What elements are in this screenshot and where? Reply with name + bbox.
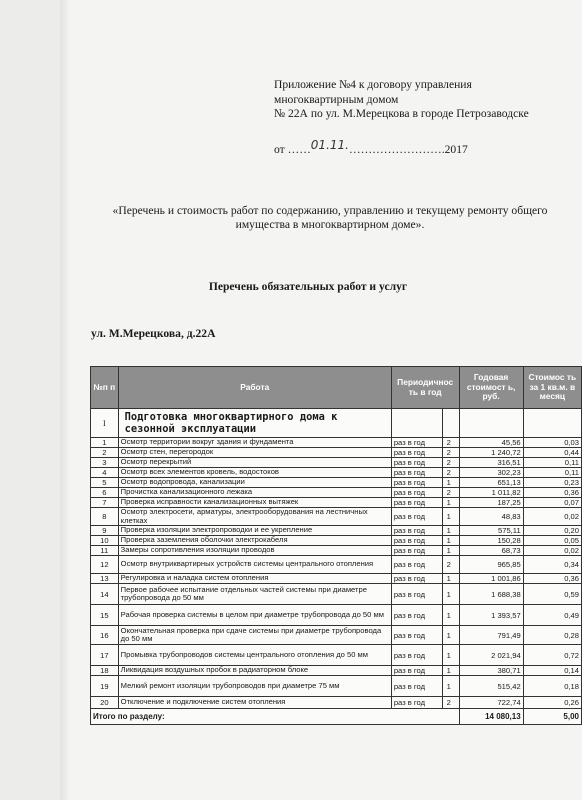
row-count: 2: [442, 448, 459, 458]
row-period: раз в год: [391, 605, 442, 626]
table-row: [91, 645, 582, 666]
header-annual: Годовая стоимост ь, руб.: [459, 367, 523, 409]
table-row: [91, 697, 582, 709]
row-monthly: 0,11: [523, 468, 581, 478]
table-row: [91, 468, 582, 478]
handwritten-date: 01.11.: [310, 138, 349, 152]
row-annual: 1 393,57: [459, 605, 523, 626]
row-num: 15: [91, 605, 119, 626]
row-count: 1: [442, 498, 459, 508]
table-row: [91, 508, 582, 526]
section-num: I: [91, 409, 119, 438]
row-period: раз в год: [391, 666, 442, 676]
section-row: [91, 409, 582, 438]
row-monthly: 0,34: [523, 556, 581, 574]
row-num: 6: [91, 488, 119, 498]
table-row: [91, 448, 582, 458]
row-num: 20: [91, 697, 119, 709]
row-work: Прочистка канализационного лежака: [118, 488, 391, 498]
row-annual: 150,28: [459, 536, 523, 546]
row-count: 1: [442, 478, 459, 488]
row-period: раз в год: [391, 508, 442, 526]
row-count: 2: [442, 556, 459, 574]
row-annual: 302,23: [459, 468, 523, 478]
row-num: 14: [91, 584, 119, 605]
table-row: [91, 605, 582, 626]
table-row: [91, 478, 582, 488]
row-period: раз в год: [391, 458, 442, 468]
document-subtitle: Перечень обязательных работ и услуг: [208, 280, 408, 293]
table-row: [91, 584, 582, 605]
section-cell: [459, 409, 523, 438]
table-row: [91, 536, 582, 546]
total-row: [91, 709, 582, 725]
row-num: 5: [91, 478, 119, 488]
row-annual: 965,85: [459, 556, 523, 574]
table-row: [91, 556, 582, 574]
row-work: Замеры сопротивления изоляции проводов: [118, 546, 391, 556]
row-period: раз в год: [391, 498, 442, 508]
row-num: 9: [91, 526, 119, 536]
row-annual: 68,73: [459, 546, 523, 556]
row-period: раз в год: [391, 478, 442, 488]
header-period: Периодичнос ть в год: [391, 367, 459, 409]
section-title: Подготовка многоквартирного дома к сезонной эксплуатации: [118, 409, 391, 438]
header-monthly: Стоимос ть за 1 кв.м. в месяц: [523, 367, 581, 409]
row-annual: 48,83: [459, 508, 523, 526]
row-monthly: 0,72: [523, 645, 581, 666]
row-monthly: 0,02: [523, 546, 581, 556]
section-cell: [523, 409, 581, 438]
row-num: 12: [91, 556, 119, 574]
row-count: 2: [442, 468, 459, 478]
row-monthly: 0,49: [523, 605, 581, 626]
row-num: 17: [91, 645, 119, 666]
row-annual: 45,56: [459, 438, 523, 448]
row-work: Проверка изоляции электропроводки и ее укрепление: [118, 526, 391, 536]
table-row: [91, 626, 582, 645]
row-period: раз в год: [391, 468, 442, 478]
row-monthly: 0,23: [523, 478, 581, 488]
row-monthly: 0,36: [523, 488, 581, 498]
row-num: 8: [91, 508, 119, 526]
row-work: Осмотр территории вокруг здания и фундамента: [118, 438, 391, 448]
header-line-3: № 22А по ул. М.Мерецкова в городе Петрозаводске: [274, 107, 529, 120]
row-count: 1: [442, 605, 459, 626]
row-period: раз в год: [391, 556, 442, 574]
row-monthly: 0,03: [523, 438, 581, 448]
row-annual: 1 001,86: [459, 574, 523, 584]
header-line-2: многоквартирным домом: [274, 92, 399, 106]
header-work: Работа: [118, 367, 391, 409]
row-annual: 187,25: [459, 498, 523, 508]
row-work: Проверка заземления оболочки электрокабеля: [118, 536, 391, 546]
table-row: [91, 458, 582, 468]
row-period: раз в год: [391, 697, 442, 709]
row-num: 3: [91, 458, 119, 468]
row-annual: 791,49: [459, 626, 523, 645]
row-work: Рабочая проверка системы в целом при диаметре трубопровода до 50 мм: [118, 605, 391, 626]
row-work: Осмотр внутриквартирных устройств системы центрального отопления: [118, 556, 391, 574]
row-work: Осмотр водопровода, канализации: [118, 478, 391, 488]
row-count: 2: [442, 458, 459, 468]
row-num: 4: [91, 468, 119, 478]
row-period: раз в год: [391, 584, 442, 605]
row-annual: 722,74: [459, 697, 523, 709]
table-row: [91, 666, 582, 676]
row-period: раз в год: [391, 438, 442, 448]
appendix-header: [274, 78, 574, 122]
row-monthly: 0,26: [523, 697, 581, 709]
row-annual: 1 688,38: [459, 584, 523, 605]
row-count: 1: [442, 508, 459, 526]
row-count: 1: [442, 584, 459, 605]
row-num: 13: [91, 574, 119, 584]
row-work: Осмотр перекрытий: [118, 458, 391, 468]
header-line-1: Приложение №4 к договору управления: [274, 78, 472, 91]
row-annual: 651,13: [459, 478, 523, 488]
row-count: 2: [442, 488, 459, 498]
row-num: 1: [91, 438, 119, 448]
total-annual: 14 080,13: [459, 709, 523, 725]
row-work: Первое рабочее испытание отдельных частей системы при диаметре трубопровода до 50 мм: [118, 584, 391, 605]
row-period: раз в год: [391, 626, 442, 645]
row-num: 16: [91, 626, 119, 645]
row-monthly: 0,07: [523, 498, 581, 508]
row-period: раз в год: [391, 488, 442, 498]
row-monthly: 0,28: [523, 626, 581, 645]
row-num: 11: [91, 546, 119, 556]
row-monthly: 0,02: [523, 508, 581, 526]
row-monthly: 0,05: [523, 536, 581, 546]
date-prefix: от: [274, 143, 288, 156]
row-period: раз в год: [391, 546, 442, 556]
table-row: [91, 438, 582, 448]
row-monthly: 0,18: [523, 676, 581, 697]
row-annual: 380,71: [459, 666, 523, 676]
row-count: 1: [442, 645, 459, 666]
total-label: Итого по разделу:: [91, 709, 460, 725]
date-line: [274, 138, 468, 156]
row-num: 18: [91, 666, 119, 676]
row-annual: 2 021,94: [459, 645, 523, 666]
row-work: Проверка исправности канализационных вытяжек: [118, 498, 391, 508]
row-work: Осмотр всех элементов кровель, водостоков: [118, 468, 391, 478]
row-work: Ликвидация воздушных пробок в радиаторном блоке: [118, 666, 391, 676]
row-count: 2: [442, 438, 459, 448]
row-monthly: 0,59: [523, 584, 581, 605]
section-cell: [391, 409, 442, 438]
building-address: ул. М.Мерецкова, д.22А: [91, 327, 216, 340]
table-row: [91, 546, 582, 556]
row-num: 10: [91, 536, 119, 546]
row-period: раз в год: [391, 448, 442, 458]
table-row: [91, 574, 582, 584]
date-dots-2: …………………….: [348, 143, 445, 156]
row-period: раз в год: [391, 574, 442, 584]
row-count: 1: [442, 536, 459, 546]
row-monthly: 0,11: [523, 458, 581, 468]
row-monthly: 0,14: [523, 666, 581, 676]
row-work: Промывка трубопроводов системы центрального отопления до 50 мм: [118, 645, 391, 666]
row-annual: 575,11: [459, 526, 523, 536]
row-period: раз в год: [391, 526, 442, 536]
document-title: «Перечень и стоимость работ по содержанию, управлению и текущему ремонту общего имущества в многоквартирном доме».: [112, 204, 548, 231]
row-work: Окончательная проверка при сдаче системы при диаметре трубопровода до 50 мм: [118, 626, 391, 645]
row-period: раз в год: [391, 645, 442, 666]
row-annual: 1 011,82: [459, 488, 523, 498]
row-num: 2: [91, 448, 119, 458]
row-period: раз в год: [391, 676, 442, 697]
section-cell: [442, 409, 459, 438]
row-period: раз в год: [391, 536, 442, 546]
row-monthly: 0,36: [523, 574, 581, 584]
row-annual: 515,42: [459, 676, 523, 697]
row-monthly: 0,20: [523, 526, 581, 536]
table-row: [91, 676, 582, 697]
row-count: 1: [442, 574, 459, 584]
row-work: Отключение и подключение систем отопления: [118, 697, 391, 709]
row-count: 1: [442, 526, 459, 536]
table-header-row: [91, 367, 582, 409]
table-row: [91, 488, 582, 498]
row-annual: 1 240,72: [459, 448, 523, 458]
row-num: 19: [91, 676, 119, 697]
row-num: 7: [91, 498, 119, 508]
table-row: [91, 498, 582, 508]
table-row: [91, 526, 582, 536]
row-monthly: 0,44: [523, 448, 581, 458]
row-count: 1: [442, 626, 459, 645]
row-count: 1: [442, 676, 459, 697]
works-table: [90, 366, 582, 725]
date-dots-1: ……: [287, 143, 311, 156]
header-num: №п п: [91, 367, 119, 409]
row-count: 1: [442, 666, 459, 676]
row-count: 1: [442, 546, 459, 556]
row-work: Осмотр электросети, арматуры, электрооборудования на лестничных клетках: [118, 508, 391, 526]
page-fold-shadow: [60, 0, 70, 800]
row-annual: 316,51: [459, 458, 523, 468]
row-work: Осмотр стен, перегородок: [118, 448, 391, 458]
total-monthly: 5,00: [523, 709, 581, 725]
date-year: 2017: [444, 143, 468, 156]
row-work: Регулировка и наладка систем отопления: [118, 574, 391, 584]
row-count: 2: [442, 697, 459, 709]
row-work: Мелкий ремонт изоляции трубопроводов при диаметре 75 мм: [118, 676, 391, 697]
